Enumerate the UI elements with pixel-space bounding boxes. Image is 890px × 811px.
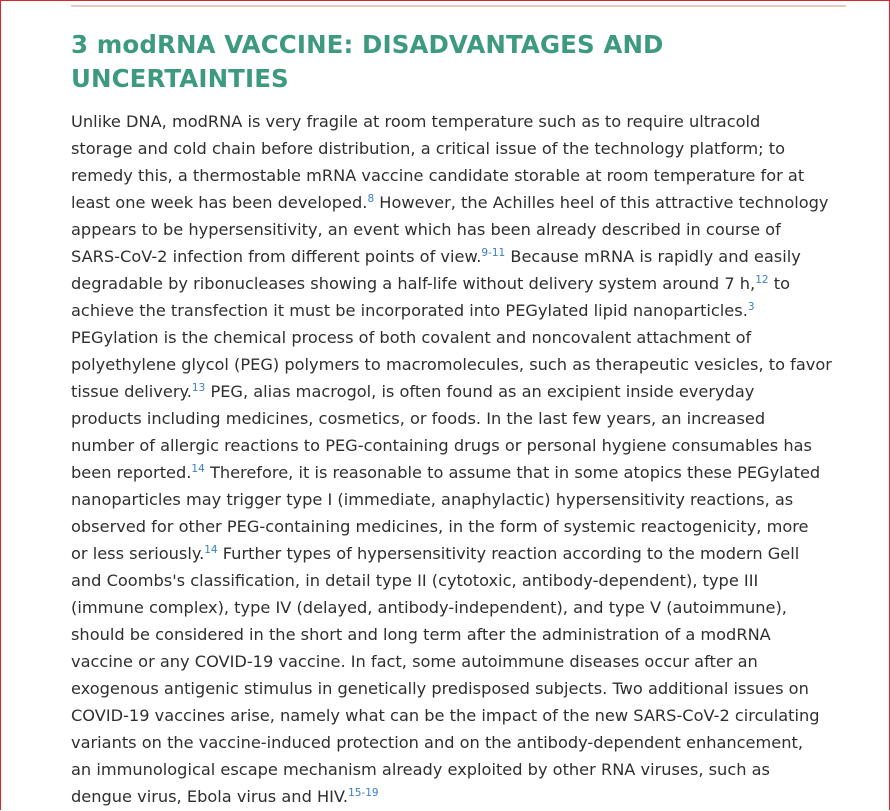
paragraph-line: variants on the vaccine-induced protection and on the antibody-dependent enhancement,: [71, 733, 803, 752]
reference-link[interactable]: 12: [755, 274, 769, 286]
paragraph-line: [71, 243, 851, 270]
paragraph-line: number of allergic reactions to PEG-containing drugs or personal hygiene consumables has: [71, 436, 812, 455]
paragraph-line: an immunological escape mechanism already exploited by other RNA viruses, such as: [71, 760, 770, 779]
text-segment: been reported.: [71, 463, 192, 482]
reference-link[interactable]: 13: [191, 382, 206, 394]
paragraph-line: PEGylation is the chemical process of both covalent and noncovalent attachment of: [71, 328, 752, 347]
reference-link[interactable]: 14: [191, 463, 205, 475]
reference-link[interactable]: 9-11: [481, 247, 506, 259]
paragraph-line: [71, 189, 851, 216]
paragraph-line: polyethylene glycol (PEG) polymers to macromolecules, such as therapeutic vesicles, to favor: [71, 355, 832, 374]
paragraph-line: (immune complex), type IV (delayed, antibody-independent), and type V (autoimmune),: [71, 598, 787, 617]
section-heading-line-2: UNCERTAINTIES: [71, 64, 289, 93]
paragraph-line: should be considered in the short and long term after the administration of a modRNA: [71, 625, 771, 644]
text-segment: to: [768, 274, 790, 293]
paragraph-line: vaccine or any COVID-19 vaccine. In fact, some autoimmune diseases occur after an: [71, 652, 758, 671]
section-heading-line-1: 3 modRNA VACCINE: DISADVANTAGES AND: [71, 30, 664, 59]
text-segment: tissue delivery.: [71, 382, 192, 401]
section-paragraph: [71, 108, 851, 810]
reference-link[interactable]: 8: [367, 193, 375, 205]
paragraph-line: [71, 783, 851, 810]
reference-link[interactable]: 3: [747, 301, 755, 313]
text-segment: achieve the transfection it must be incorporated into PEGylated lipid nanoparticles.: [71, 301, 748, 320]
text-segment: PEG, alias macrogol, is often found as an excipient inside everyday: [205, 382, 755, 401]
paragraph-line: appears to be hypersensitivity, an event which has been already described in course of: [71, 220, 781, 239]
text-segment: SARS-CoV-2 infection from different points of view.: [71, 247, 482, 266]
paragraph-line: nanoparticles may trigger type I (immediate, anaphylactic) hypersensitivity reactions, as: [71, 490, 794, 509]
text-segment: Therefore, it is reasonable to assume that in some atopics these PEGylated: [204, 463, 821, 482]
paragraph-line: remedy this, a thermostable mRNA vaccine candidate storable at room temperature for at: [71, 166, 805, 185]
paragraph-line: [71, 297, 851, 324]
paragraph-line: [71, 540, 851, 567]
text-segment: Further types of hypersensitivity reaction according to the modern Gell: [217, 544, 800, 563]
text-segment: degradable by ribonucleases showing a half-life without delivery system around 7 h,: [71, 274, 756, 293]
paragraph-line: exogenous antigenic stimulus in genetically predisposed subjects. Two additional issues on: [71, 679, 809, 698]
paragraph-line: products including medicines, cosmetics, or foods. In the last few years, an increased: [71, 409, 766, 428]
paragraph-line: COVID-19 vaccines arise, namely what can be the impact of the new SARS-CoV-2 circulating: [71, 706, 820, 725]
text-segment: Because mRNA is rapidly and easily: [505, 247, 801, 266]
paragraph-line: storage and cold chain before distribution, a critical issue of the technology platform; to: [71, 139, 785, 158]
paragraph-line: [71, 378, 851, 405]
text-segment: dengue virus, Ebola virus and HIV.: [71, 787, 349, 806]
paragraph-line: observed for other PEG-containing medicines, in the form of systemic reactogenicity, more: [71, 517, 809, 536]
reference-link[interactable]: 15-19: [348, 787, 379, 799]
paragraph-line: and Coombs's classification, in detail type II (cytotoxic, antibody-dependent), type III: [71, 571, 759, 590]
paragraph-line: [71, 459, 851, 486]
paragraph-line: Unlike DNA, modRNA is very fragile at room temperature such as to require ultracold: [71, 112, 761, 131]
paragraph-line: [71, 270, 851, 297]
section-heading: [71, 28, 851, 96]
top-divider: [71, 5, 846, 7]
reference-link[interactable]: 14: [204, 544, 218, 556]
text-segment: or less seriously.: [71, 544, 205, 563]
text-segment: However, the Achilles heel of this attractive technology: [374, 193, 829, 212]
text-segment: least one week has been developed.: [71, 193, 368, 212]
